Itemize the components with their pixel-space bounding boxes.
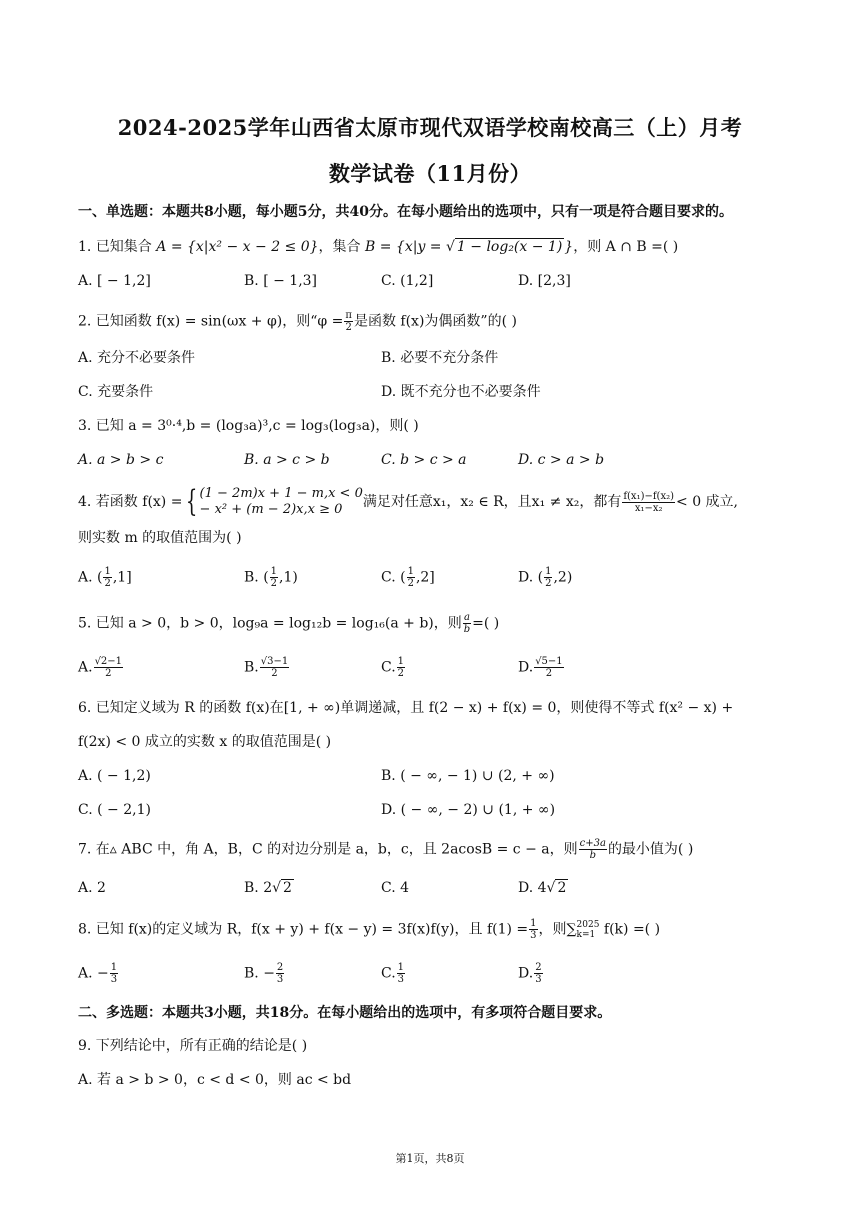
q5-option-c: C. $\frac{1}{2}$ xyxy=(381,656,405,679)
q5-option-b: B. $\frac{√3-1}{2}$ xyxy=(244,656,289,679)
q8-option-a: A. − $\frac{1}{3}$ xyxy=(78,962,118,985)
q7-option-c: C. 4 xyxy=(381,880,410,896)
q6-option-b: B. ( − ∞, − 1) ∪ (2, + ∞) xyxy=(381,768,555,784)
q1-mid: ，集合 xyxy=(318,239,361,255)
question-3: 3. 已知 a = 3⁰·⁴,b = (log₃a)³,c = log₃(log₃a)，则( ) xyxy=(78,418,419,434)
q3-option-d: D. c > a > b xyxy=(518,452,605,468)
question-1 xyxy=(78,237,678,257)
question-5 xyxy=(78,612,499,635)
q4-brace: { xyxy=(186,484,198,519)
q1-set-a: A = {x|x² − x − 2 ≤ 0} xyxy=(156,239,319,255)
q7-post: 的最小值为( ) xyxy=(607,841,694,858)
q2-post: 是函数 f(x)为偶函数”的( ) xyxy=(353,313,517,330)
q1-ask: ，则 A ∩ B =( ) xyxy=(573,239,679,255)
q9-option-a: A. 若 a > b > 0，c < d < 0，则 ac < bd xyxy=(78,1072,352,1088)
q4-cases: (1 − 2m)x + 1 − m,x < 0 − x² + (m − 2)x,x ≥ 0 xyxy=(199,486,363,517)
q1-number: 1. xyxy=(78,239,92,255)
q4-fraction: $\frac{\text{f(x₁)−f(x₂)}}{\text{x₁−x₂}}$ xyxy=(623,490,675,514)
q3-option-b: B. a > c > b xyxy=(244,452,330,468)
q4-option-b: B. ( $\frac{1}{2}$ ,1) xyxy=(244,566,298,589)
q7-pre: 7. 在▵ ABC 中，角 A，B，C 的对边分别是 a，b，c，且 2acosB = c − a，则 xyxy=(78,841,578,858)
q7-option-d: D. 4√ 2 xyxy=(518,880,567,896)
q7-option-a: A. 2 xyxy=(78,880,106,896)
question-2 xyxy=(78,310,517,333)
exam-title-line2: 数学试卷（11月份） xyxy=(328,161,532,186)
q4-post: < 0 成立, xyxy=(676,494,739,510)
question-7 xyxy=(78,838,693,861)
q8-post: f(k) =( ) xyxy=(599,921,661,938)
q2-option-c: C. 充要条件 xyxy=(78,384,154,400)
q3-option-c: C. b > c > a xyxy=(381,452,467,468)
question-4 xyxy=(78,486,738,518)
page-footer: 第1页，共8页 xyxy=(395,1152,465,1165)
q1-option-b: B. [ − 1,3] xyxy=(244,273,318,289)
q5-pre: 5. 已知 a > 0，b > 0，log₉a = log₁₂b = log₁₆(a + b)，则 xyxy=(78,615,462,632)
q1-option-a: A. [ − 1,2] xyxy=(78,273,151,289)
q8-option-c: C. $\frac{1}{3}$ xyxy=(381,962,405,985)
q8-sum-symbol: ，则∑ xyxy=(538,921,577,938)
q1-set-b-radicand: 1 − log₂(x − 1) xyxy=(456,239,563,255)
q1-set-b-pre: B = {x|y = √ xyxy=(365,239,455,255)
q2-pre: 2. 已知函数 f(x) = sin(ωx + φ)，则“φ = xyxy=(78,313,344,330)
question-6-line1: 6. 已知定义域为 R 的函数 f(x)在[1, + ∞)单调递减，且 f(2 − x) + f(x) = 0，则使得不等式 f(x² − x) + xyxy=(78,700,734,716)
q4-option-a: A. ( $\frac{1}{2}$ ,1] xyxy=(78,566,132,589)
section2-heading: 二、多选题：本题共3小题，共18分。在每小题给出的选项中，有多项符合题目要求。 xyxy=(78,1005,612,1021)
q1-pre: 已知集合 xyxy=(95,239,152,255)
q4-option-c: C. ( $\frac{1}{2}$ ,2] xyxy=(381,566,435,589)
q8-fraction: $\frac{1}{3}$ xyxy=(530,918,537,941)
question-4-line2: 则实数 m 的取值范围为( ) xyxy=(78,530,242,546)
q8-option-b: B. − $\frac{2}{3}$ xyxy=(244,962,284,985)
q8-option-d: D. $\frac{2}{3}$ xyxy=(518,962,542,985)
q2-option-a: A. 充分不必要条件 xyxy=(78,350,196,366)
question-9: 9. 下列结论中，所有正确的结论是( ) xyxy=(78,1038,308,1054)
q1-option-c: C. (1,2] xyxy=(381,273,434,289)
q7-fraction: $\frac{c+3a}{b}$ xyxy=(579,838,606,861)
q5-option-d: D. $\frac{√5-1}{2}$ xyxy=(518,656,563,679)
q5-option-a: A. $\frac{√2-1}{2}$ xyxy=(78,656,123,679)
question-6-line2: f(2x) < 0 成立的实数 x 的取值范围是( ) xyxy=(78,734,332,750)
q6-option-a: A. ( − 1,2) xyxy=(78,768,151,784)
question-8 xyxy=(78,918,660,941)
q4-option-d: D. ( $\frac{1}{2}$ ,2) xyxy=(518,566,573,589)
q1-set-b-post: } xyxy=(564,239,574,255)
q2-option-d: D. 既不充分也不必要条件 xyxy=(381,384,541,400)
q3-option-a: A. a > b > c xyxy=(78,452,164,468)
q8-sum-limits: 2025 k=1 xyxy=(576,919,600,940)
q2-option-b: B. 必要不充分条件 xyxy=(381,350,499,366)
exam-title-line1: 2024-2025学年山西省太原市现代双语学校南校高三（上）月考 xyxy=(117,115,743,140)
q1-option-d: D. [2,3] xyxy=(518,273,571,289)
q2-fraction: $\frac{\pi}{2}$ xyxy=(345,310,352,333)
q8-pre: 8. 已知 f(x)的定义域为 R，f(x + y) + f(x − y) = 3f(x)f(y)，且 f(1) = xyxy=(78,921,529,938)
q6-option-d: D. ( − ∞, − 2) ∪ (1, + ∞) xyxy=(381,802,556,818)
section1-heading: 一、单选题：本题共8小题，每小题5分，共40分。在每小题给出的选项中，只有一项是符合题目要求的。 xyxy=(78,204,733,220)
q6-option-c: C. ( − 2,1) xyxy=(78,802,151,818)
q7-option-b: B. 2√ 2 xyxy=(244,880,292,896)
q5-post: =( ) xyxy=(472,615,500,632)
q4-pre: 4. 若函数 f(x) = xyxy=(78,494,183,510)
q5-fraction: $\frac{a}{b}$ xyxy=(463,612,471,635)
q4-mid: 满足对任意x₁，x₂ ∈ R，且x₁ ≠ x₂，都有 xyxy=(362,494,622,510)
